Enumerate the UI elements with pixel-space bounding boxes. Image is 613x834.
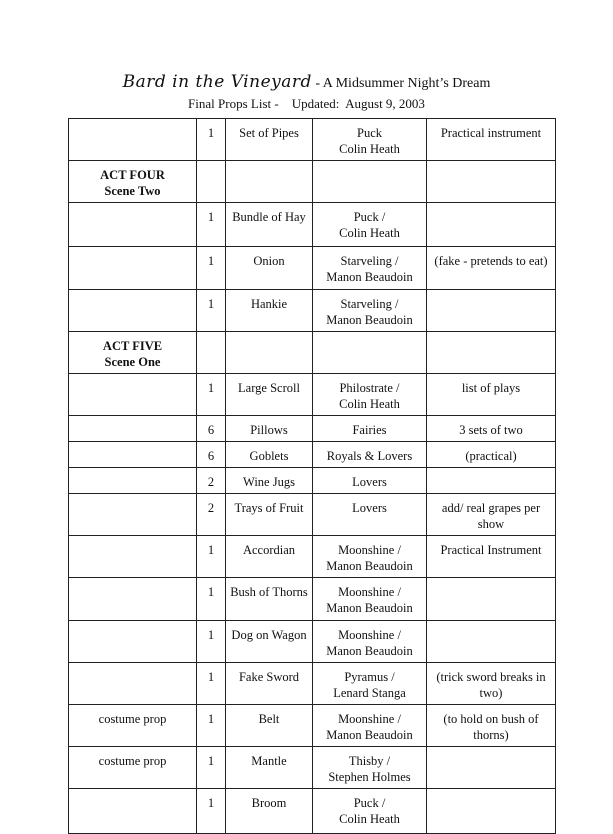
- character-line: Puck /: [353, 210, 386, 224]
- table-row: [69, 494, 556, 536]
- act-header-row: [69, 332, 556, 374]
- type-cell: costume prop: [69, 705, 197, 747]
- qty-cell: 1: [197, 663, 226, 705]
- act-cell: [69, 161, 197, 203]
- table-row: [69, 578, 556, 621]
- type-cell: [69, 621, 197, 663]
- notes-cell: (trick sword breaks in two): [427, 663, 556, 705]
- character-line: Puck: [357, 126, 382, 140]
- type-cell: [69, 442, 197, 468]
- character-cell: [313, 203, 427, 247]
- notes-cell: Practical instrument: [427, 119, 556, 161]
- notes-cell: [427, 332, 556, 374]
- item-cell: Dog on Wagon: [226, 621, 313, 663]
- character-line: Thisby /: [348, 754, 391, 768]
- character-cell: [313, 416, 427, 442]
- act-header-row: [69, 161, 556, 203]
- notes-cell: [427, 468, 556, 494]
- qty-cell: [197, 161, 226, 203]
- act-cell: [69, 332, 197, 374]
- act-label: ACT FIVE: [102, 339, 163, 353]
- notes-cell: [427, 161, 556, 203]
- character-cell: [313, 161, 427, 203]
- notes-cell: (fake - pretends to eat): [427, 247, 556, 290]
- item-cell: Bundle of Hay: [226, 203, 313, 247]
- type-cell: [69, 290, 197, 332]
- item-cell: Goblets: [226, 442, 313, 468]
- type-cell: [69, 494, 197, 536]
- notes-cell: [427, 747, 556, 789]
- qty-cell: 1: [197, 747, 226, 789]
- notes-cell: (to hold on bush of thorns): [427, 705, 556, 747]
- character-line: Lenard Stanga: [333, 686, 406, 700]
- table-row: [69, 663, 556, 705]
- item-cell: Onion: [226, 247, 313, 290]
- table-row: [69, 442, 556, 468]
- item-cell: [226, 332, 313, 374]
- table-row: [69, 536, 556, 578]
- act-label: Scene One: [104, 355, 161, 369]
- notes-cell: 3 sets of two: [427, 416, 556, 442]
- qty-cell: 6: [197, 416, 226, 442]
- character-cell: [313, 621, 427, 663]
- qty-cell: 2: [197, 468, 226, 494]
- character-line: Moonshine /: [338, 628, 401, 642]
- table-row: [69, 416, 556, 442]
- item-cell: Accordian: [226, 536, 313, 578]
- table-row: [69, 203, 556, 247]
- type-cell: [69, 247, 197, 290]
- qty-cell: 1: [197, 621, 226, 663]
- qty-cell: 1: [197, 203, 226, 247]
- character-line: Manon Beaudoin: [326, 270, 413, 284]
- qty-cell: 6: [197, 442, 226, 468]
- type-cell: [69, 789, 197, 834]
- item-cell: Wine Jugs: [226, 468, 313, 494]
- character-line: Colin Heath: [339, 812, 400, 826]
- character-cell: [313, 747, 427, 789]
- qty-cell: 1: [197, 247, 226, 290]
- item-cell: [226, 161, 313, 203]
- character-line: Lovers: [352, 501, 387, 515]
- type-cell: [69, 578, 197, 621]
- character-line: Colin Heath: [339, 397, 400, 411]
- character-line: Manon Beaudoin: [326, 559, 413, 573]
- act-label: ACT FOUR: [100, 168, 165, 182]
- character-line: Manon Beaudoin: [326, 644, 413, 658]
- notes-cell: [427, 621, 556, 663]
- item-cell: Mantle: [226, 747, 313, 789]
- item-cell: Bush of Thorns: [226, 578, 313, 621]
- document-subtitle: Final Props List - Updated: August 9, 2003: [188, 96, 425, 111]
- table-row: [69, 789, 556, 834]
- character-line: Philostrate /: [339, 381, 400, 395]
- qty-cell: [197, 332, 226, 374]
- table-row: [69, 247, 556, 290]
- character-cell: [313, 468, 427, 494]
- item-cell: Broom: [226, 789, 313, 834]
- item-cell: Fake Sword: [226, 663, 313, 705]
- character-line: Royals & Lovers: [326, 449, 413, 463]
- character-cell: [313, 332, 427, 374]
- character-line: Pyramus /: [344, 670, 395, 684]
- character-cell: [313, 290, 427, 332]
- character-line: Colin Heath: [339, 142, 400, 156]
- table-row: [69, 119, 556, 161]
- character-line: Manon Beaudoin: [326, 601, 413, 615]
- character-line: Moonshine /: [338, 585, 401, 599]
- table-row: [69, 621, 556, 663]
- notes-cell: (practical): [427, 442, 556, 468]
- props-table: [68, 118, 556, 834]
- qty-cell: 1: [197, 119, 226, 161]
- table-row: [69, 747, 556, 789]
- character-cell: [313, 578, 427, 621]
- type-cell: [69, 536, 197, 578]
- character-line: Starveling /: [340, 297, 399, 311]
- character-line: Starveling /: [340, 254, 399, 268]
- qty-cell: 1: [197, 578, 226, 621]
- type-cell: [69, 203, 197, 247]
- item-cell: Pillows: [226, 416, 313, 442]
- character-line: Stephen Holmes: [328, 770, 411, 784]
- qty-cell: 2: [197, 494, 226, 536]
- act-label: Scene Two: [104, 184, 161, 198]
- document-title: [0, 72, 613, 92]
- title-rest: - A Midsummer Night’s Dream: [311, 76, 491, 91]
- item-cell: Trays of Fruit: [226, 494, 313, 536]
- type-cell: [69, 119, 197, 161]
- character-line: Lovers: [352, 475, 387, 489]
- character-cell: [313, 119, 427, 161]
- character-line: Moonshine /: [338, 712, 401, 726]
- character-cell: [313, 705, 427, 747]
- qty-cell: 1: [197, 290, 226, 332]
- type-cell: costume prop: [69, 747, 197, 789]
- item-cell: Set of Pipes: [226, 119, 313, 161]
- notes-cell: [427, 578, 556, 621]
- character-cell: [313, 374, 427, 416]
- character-line: Manon Beaudoin: [326, 728, 413, 742]
- table-row: [69, 468, 556, 494]
- qty-cell: 1: [197, 705, 226, 747]
- qty-cell: 1: [197, 374, 226, 416]
- type-cell: [69, 663, 197, 705]
- type-cell: [69, 468, 197, 494]
- qty-cell: 1: [197, 789, 226, 834]
- table-row: [69, 374, 556, 416]
- item-cell: Belt: [226, 705, 313, 747]
- character-cell: [313, 663, 427, 705]
- item-cell: Large Scroll: [226, 374, 313, 416]
- type-cell: [69, 374, 197, 416]
- character-line: Fairies: [352, 423, 387, 437]
- character-cell: [313, 789, 427, 834]
- character-line: Moonshine /: [338, 543, 401, 557]
- character-cell: [313, 247, 427, 290]
- item-cell: Hankie: [226, 290, 313, 332]
- qty-cell: 1: [197, 536, 226, 578]
- character-cell: [313, 442, 427, 468]
- notes-cell: [427, 203, 556, 247]
- type-cell: [69, 416, 197, 442]
- notes-cell: [427, 789, 556, 834]
- title-script: Bard in the Vineyard: [122, 72, 312, 92]
- character-cell: [313, 536, 427, 578]
- character-line: Manon Beaudoin: [326, 313, 413, 327]
- table-row: [69, 290, 556, 332]
- table-row: [69, 705, 556, 747]
- character-line: Colin Heath: [339, 226, 400, 240]
- character-cell: [313, 494, 427, 536]
- character-line: Puck /: [353, 796, 386, 810]
- notes-cell: Practical Instrument: [427, 536, 556, 578]
- notes-cell: list of plays: [427, 374, 556, 416]
- notes-cell: [427, 290, 556, 332]
- notes-cell: add/ real grapes per show: [427, 494, 556, 536]
